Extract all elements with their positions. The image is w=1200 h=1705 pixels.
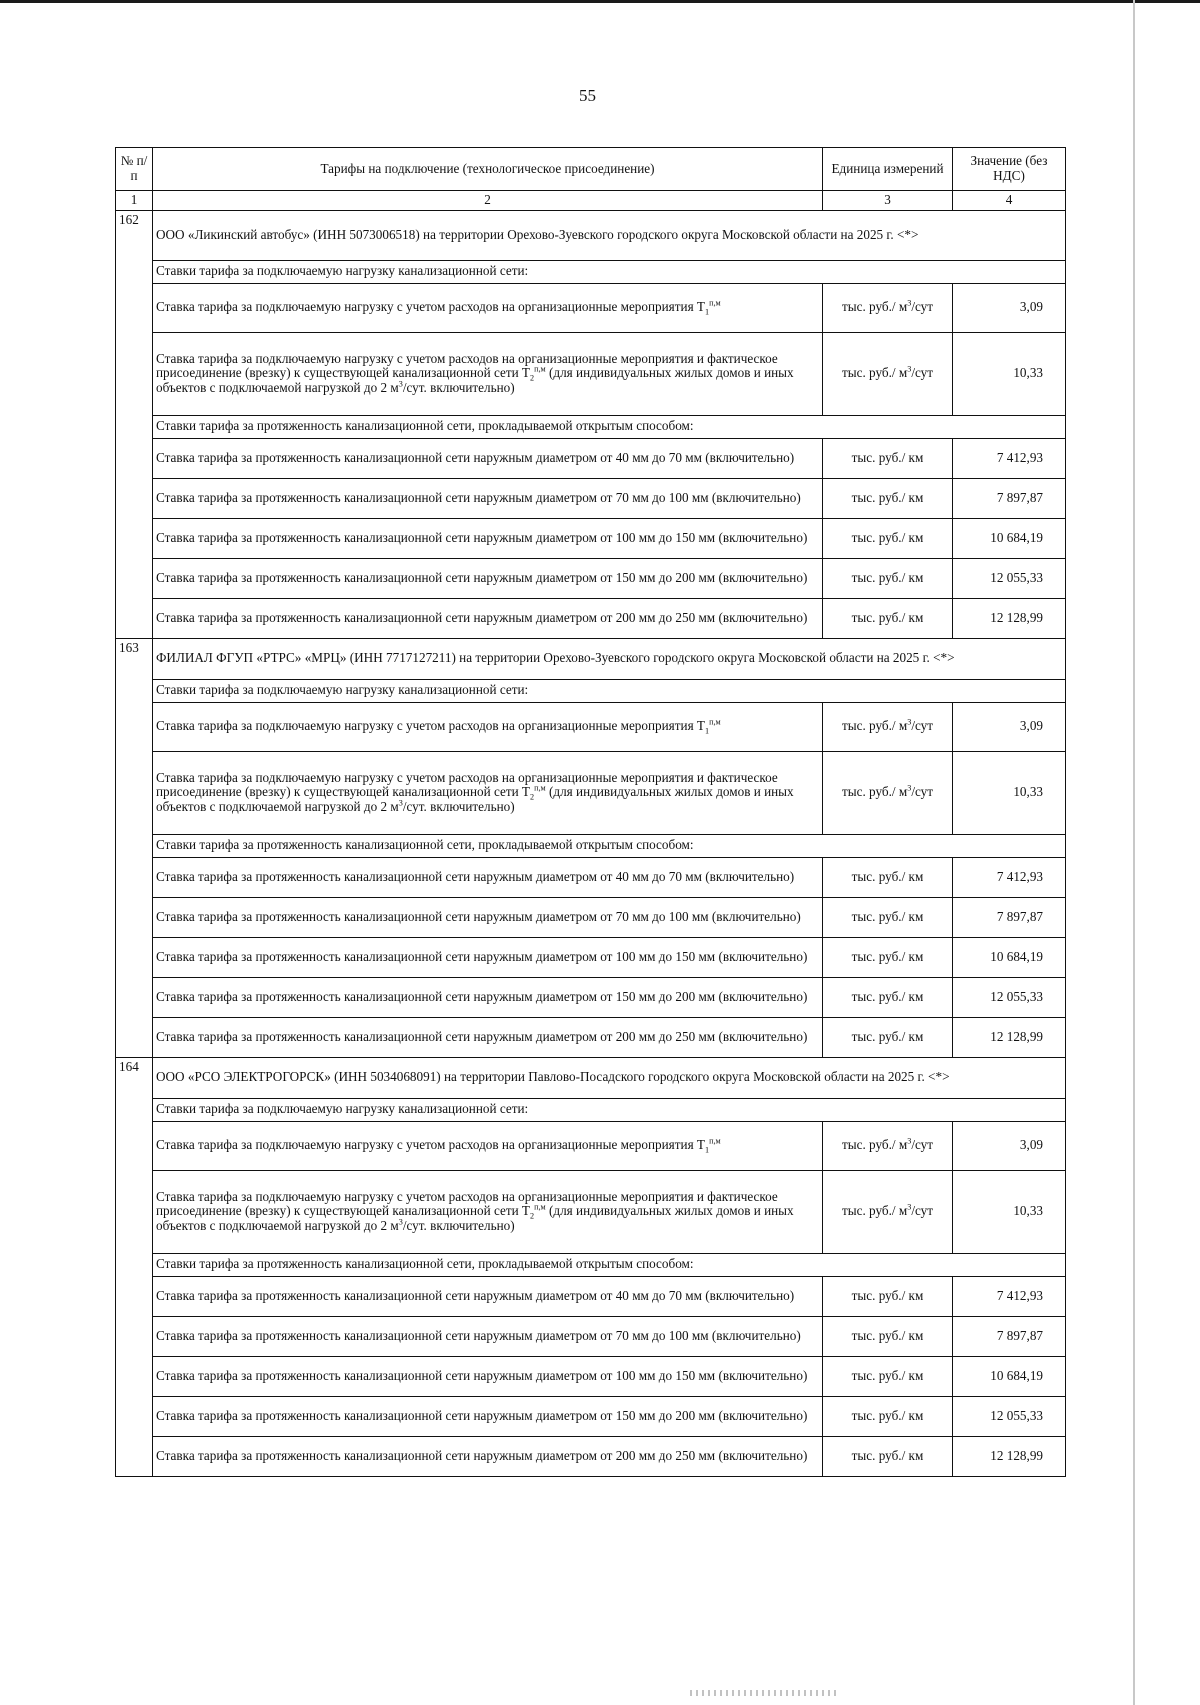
- tariff-subscript: 2: [530, 1212, 535, 1222]
- length-value: 12 128,99: [953, 1436, 1066, 1476]
- length-description: Ставка тарифа за протяженность канализационной сети наружным диаметром от 100 мм до 150 мм (включительно): [153, 937, 823, 977]
- tariff-t2-value: 10,33: [953, 332, 1066, 415]
- length-value: 10 684,19: [953, 518, 1066, 558]
- unit-text: тыс. руб./ м: [841, 1137, 908, 1153]
- tariff-text: Ставка тарифа за подключаемую нагрузку с учетом расходов на организационные мероприятия T: [156, 1137, 705, 1153]
- tariff-text: Ставка тарифа за подключаемую нагрузку с учетом расходов на организационные мероприятия T: [156, 299, 705, 315]
- subheading-load: Ставки тарифа за подключаемую нагрузку канализационной сети:: [153, 260, 1066, 283]
- unit-text: /сут: [911, 784, 934, 800]
- subheading-length: Ставки тарифа за протяженность канализационной сети, прокладываемой открытым способом:: [153, 834, 1066, 857]
- unit-superscript: 3: [907, 299, 912, 308]
- unit-length: тыс. руб./ км: [823, 518, 953, 558]
- unit-load: [823, 1121, 953, 1170]
- tariff-t2-description: [153, 332, 823, 415]
- tariff-text: (для индивидуальных жилых домов и иных объектов с подключаемой нагрузкой до 2 м: [156, 1203, 794, 1234]
- org-row: [116, 638, 1066, 679]
- subheading-length: Ставки тарифа за протяженность канализационной сети, прокладываемой открытым способом:: [153, 415, 1066, 438]
- length-value: 12 128,99: [953, 598, 1066, 638]
- org-row: [116, 210, 1066, 260]
- header-col-unit: Единица измерений: [823, 148, 953, 191]
- length-value: 12 055,33: [953, 977, 1066, 1017]
- org-number: 164: [116, 1057, 153, 1476]
- org-number: 163: [116, 638, 153, 1057]
- table-row: [116, 702, 1066, 751]
- length-value: 12 055,33: [953, 558, 1066, 598]
- unit-length: тыс. руб./ км: [823, 1017, 953, 1057]
- unit-length: тыс. руб./ км: [823, 1316, 953, 1356]
- subheading-row: [116, 1098, 1066, 1121]
- length-description: Ставка тарифа за протяженность канализационной сети наружным диаметром от 150 мм до 200 мм (включительно): [153, 977, 823, 1017]
- unit-superscript: 3: [907, 365, 912, 374]
- length-value: 12 055,33: [953, 1396, 1066, 1436]
- unit-text: тыс. руб./ м: [841, 718, 908, 734]
- tariff-table: [115, 147, 1066, 1477]
- table-row: [116, 283, 1066, 332]
- tariff-t1-value: 3,09: [953, 702, 1066, 751]
- length-description: Ставка тарифа за протяженность канализационной сети наружным диаметром от 40 мм до 70 мм (включительно): [153, 1276, 823, 1316]
- table-header-row: [116, 148, 1066, 191]
- tariff-t2-value: 10,33: [953, 751, 1066, 834]
- unit-length: тыс. руб./ км: [823, 478, 953, 518]
- tariff-superscript: п,м: [709, 718, 721, 727]
- length-description: Ставка тарифа за протяженность канализационной сети наружным диаметром от 100 мм до 150 мм (включительно): [153, 518, 823, 558]
- table-row: [116, 897, 1066, 937]
- unit-superscript: 3: [907, 718, 912, 727]
- unit-length: тыс. руб./ км: [823, 1396, 953, 1436]
- unit-text: /сут: [911, 299, 934, 315]
- unit-text: тыс. руб./ м: [841, 1203, 908, 1219]
- table-row: [116, 1170, 1066, 1253]
- scan-edge-line: [1133, 0, 1135, 1705]
- subheading-length: Ставки тарифа за протяженность канализационной сети, прокладываемой открытым способом:: [153, 1253, 1066, 1276]
- column-number: 4: [953, 191, 1066, 211]
- unit-text: /сут: [911, 365, 934, 381]
- length-description: Ставка тарифа за протяженность канализационной сети наружным диаметром от 200 мм до 250 мм (включительно): [153, 1436, 823, 1476]
- org-title: ООО «Ликинский автобус» (ИНН 5073006518) на территории Орехово-Зуевского городского округа Московской области на 2025 г. <*>: [153, 210, 1066, 260]
- header-col-name: Тарифы на подключение (технологическое присоединение): [153, 148, 823, 191]
- tariff-t1-value: 3,09: [953, 1121, 1066, 1170]
- subheading-row: [116, 1253, 1066, 1276]
- tariff-text: (для индивидуальных жилых домов и иных объектов с подключаемой нагрузкой до 2 м: [156, 784, 794, 815]
- header-col-num: № п/п: [116, 148, 153, 191]
- subheading-load: Ставки тарифа за подключаемую нагрузку канализационной сети:: [153, 1098, 1066, 1121]
- column-number: 1: [116, 191, 153, 211]
- table-row: [116, 977, 1066, 1017]
- tariff-text: Ставка тарифа за подключаемую нагрузку с учетом расходов на организационные мероприятия и фактическое присоединение (врезку) к существующей канализационной сети T: [156, 1188, 778, 1219]
- length-description: Ставка тарифа за протяженность канализационной сети наружным диаметром от 70 мм до 100 мм (включительно): [153, 1316, 823, 1356]
- tariff-superscript: 3: [398, 1217, 403, 1227]
- length-description: Ставка тарифа за протяженность канализационной сети наружным диаметром от 70 мм до 100 мм (включительно): [153, 897, 823, 937]
- tariff-text: Ставка тарифа за подключаемую нагрузку с учетом расходов на организационные мероприятия T: [156, 718, 705, 734]
- tariff-superscript: 3: [398, 798, 403, 808]
- table-row: [116, 478, 1066, 518]
- length-value: 7 412,93: [953, 1276, 1066, 1316]
- length-description: Ставка тарифа за протяженность канализационной сети наружным диаметром от 40 мм до 70 мм (включительно): [153, 857, 823, 897]
- unit-length: тыс. руб./ км: [823, 438, 953, 478]
- table-row: [116, 1356, 1066, 1396]
- length-value: 10 684,19: [953, 937, 1066, 977]
- unit-load: [823, 283, 953, 332]
- org-number: 162: [116, 210, 153, 638]
- org-title: ООО «РСО ЭЛЕКТРОГОРСК» (ИНН 5034068091) на территории Павлово-Посадского городского округа Московской области на 2025 г. <*>: [153, 1057, 1066, 1098]
- tariff-text: Ставка тарифа за подключаемую нагрузку с учетом расходов на организационные мероприятия и фактическое присоединение (врезку) к существующей канализационной сети T: [156, 769, 778, 800]
- subheading-load: Ставки тарифа за подключаемую нагрузку канализационной сети:: [153, 679, 1066, 702]
- table-row: [116, 438, 1066, 478]
- org-row: [116, 1057, 1066, 1098]
- unit-length: тыс. руб./ км: [823, 977, 953, 1017]
- table-row: [116, 857, 1066, 897]
- table-row: [116, 598, 1066, 638]
- unit-load: [823, 702, 953, 751]
- table-row: [116, 1396, 1066, 1436]
- unit-length: тыс. руб./ км: [823, 558, 953, 598]
- unit-length: тыс. руб./ км: [823, 1276, 953, 1316]
- table-body: [116, 210, 1066, 1476]
- length-description: Ставка тарифа за протяженность канализационной сети наружным диаметром от 200 мм до 250 мм (включительно): [153, 598, 823, 638]
- tariff-superscript: п,м: [709, 1137, 721, 1146]
- table-row: [116, 1316, 1066, 1356]
- subheading-row: [116, 834, 1066, 857]
- table-row: [116, 1436, 1066, 1476]
- tariff-subscript: 1: [705, 308, 710, 318]
- tariff-superscript: п,м: [534, 1203, 546, 1212]
- tariff-superscript: 3: [398, 379, 403, 389]
- unit-superscript: 3: [907, 1203, 912, 1212]
- scan-top-border: [0, 0, 1200, 3]
- tariff-superscript: п,м: [534, 784, 546, 793]
- tariff-subscript: 2: [530, 793, 535, 803]
- unit-text: /сут: [911, 1203, 934, 1219]
- unit-text: тыс. руб./ м: [841, 784, 908, 800]
- length-description: Ставка тарифа за протяженность канализационной сети наружным диаметром от 150 мм до 200 мм (включительно): [153, 1396, 823, 1436]
- unit-length: тыс. руб./ км: [823, 1356, 953, 1396]
- unit-load: [823, 1170, 953, 1253]
- unit-load: [823, 751, 953, 834]
- unit-length: тыс. руб./ км: [823, 937, 953, 977]
- unit-length: тыс. руб./ км: [823, 598, 953, 638]
- length-value: 10 684,19: [953, 1356, 1066, 1396]
- unit-length: тыс. руб./ км: [823, 857, 953, 897]
- column-number: 2: [153, 191, 823, 211]
- unit-length: тыс. руб./ км: [823, 897, 953, 937]
- unit-load: [823, 332, 953, 415]
- org-title: ФИЛИАЛ ФГУП «РТРС» «МРЦ» (ИНН 7717127211) на территории Орехово-Зуевского городского округа Московской области на 2025 г. <*>: [153, 638, 1066, 679]
- tariff-t2-value: 10,33: [953, 1170, 1066, 1253]
- column-number: 3: [823, 191, 953, 211]
- tariff-t1-description: [153, 702, 823, 751]
- table-row: [116, 332, 1066, 415]
- tariff-t2-description: [153, 1170, 823, 1253]
- length-value: 7 897,87: [953, 478, 1066, 518]
- unit-text: /сут: [911, 718, 934, 734]
- tariff-subscript: 1: [705, 727, 710, 737]
- table-row: [116, 558, 1066, 598]
- length-description: Ставка тарифа за протяженность канализационной сети наружным диаметром от 200 мм до 250 мм (включительно): [153, 1017, 823, 1057]
- tariff-superscript: п,м: [534, 365, 546, 374]
- table-row: [116, 751, 1066, 834]
- table-row: [116, 1276, 1066, 1316]
- column-number-row: [116, 191, 1066, 211]
- tariff-t2-description: [153, 751, 823, 834]
- tariff-text: /сут. включительно): [402, 1218, 515, 1234]
- table-row: [116, 1121, 1066, 1170]
- unit-text: /сут: [911, 1137, 934, 1153]
- unit-text: тыс. руб./ м: [841, 299, 908, 315]
- table-row: [116, 518, 1066, 558]
- tariff-text: /сут. включительно): [402, 799, 515, 815]
- length-value: 12 128,99: [953, 1017, 1066, 1057]
- table-row: [116, 937, 1066, 977]
- tariff-t1-value: 3,09: [953, 283, 1066, 332]
- length-description: Ставка тарифа за протяженность канализационной сети наружным диаметром от 150 мм до 200 мм (включительно): [153, 558, 823, 598]
- tariff-text: (для индивидуальных жилых домов и иных объектов с подключаемой нагрузкой до 2 м: [156, 365, 794, 396]
- subheading-row: [116, 679, 1066, 702]
- header-col-value: Значение (без НДС): [953, 148, 1066, 191]
- length-value: 7 897,87: [953, 1316, 1066, 1356]
- length-value: 7 412,93: [953, 438, 1066, 478]
- subheading-row: [116, 260, 1066, 283]
- unit-length: тыс. руб./ км: [823, 1436, 953, 1476]
- length-description: Ставка тарифа за протяженность канализационной сети наружным диаметром от 100 мм до 150 мм (включительно): [153, 1356, 823, 1396]
- length-value: 7 412,93: [953, 857, 1066, 897]
- unit-text: тыс. руб./ м: [841, 365, 908, 381]
- tariff-subscript: 1: [705, 1146, 710, 1156]
- subheading-row: [116, 415, 1066, 438]
- tariff-subscript: 2: [530, 374, 535, 384]
- tariff-t1-description: [153, 283, 823, 332]
- length-description: Ставка тарифа за протяженность канализационной сети наружным диаметром от 70 мм до 100 мм (включительно): [153, 478, 823, 518]
- length-description: Ставка тарифа за протяженность канализационной сети наружным диаметром от 40 мм до 70 мм (включительно): [153, 438, 823, 478]
- scan-artifact: [690, 1690, 840, 1696]
- unit-superscript: 3: [907, 784, 912, 793]
- tariff-text: Ставка тарифа за подключаемую нагрузку с учетом расходов на организационные мероприятия и фактическое присоединение (врезку) к существующей канализационной сети T: [156, 350, 778, 381]
- table-row: [116, 1017, 1066, 1057]
- length-value: 7 897,87: [953, 897, 1066, 937]
- page-number: 55: [579, 86, 596, 105]
- tariff-text: /сут. включительно): [402, 380, 515, 396]
- unit-superscript: 3: [907, 1137, 912, 1146]
- tariff-superscript: п,м: [709, 299, 721, 308]
- tariff-t1-description: [153, 1121, 823, 1170]
